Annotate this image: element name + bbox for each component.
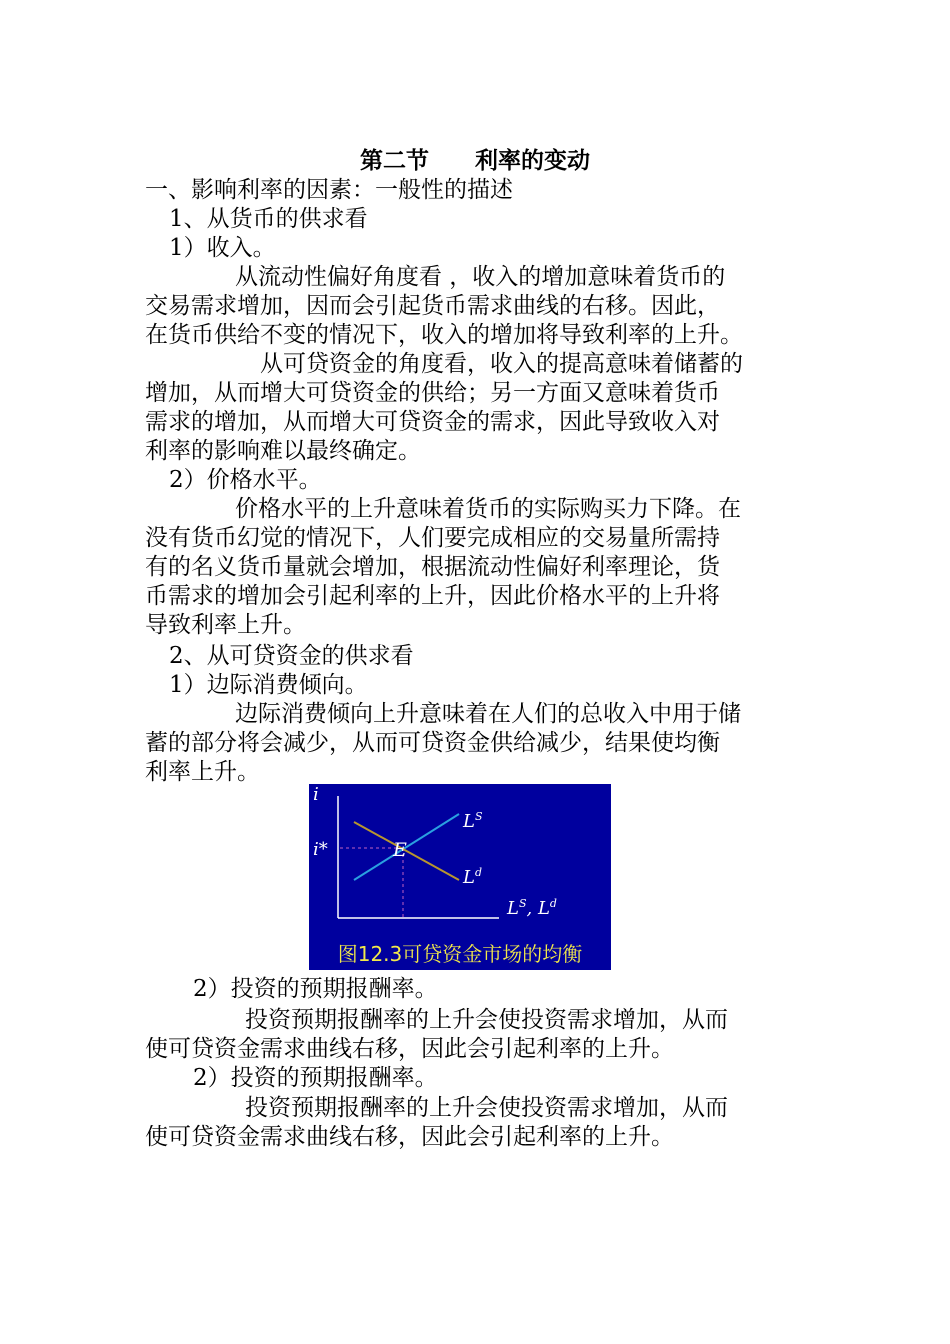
text-line: 没有货币幻觉的情况下，人们要完成相应的交易量所需持 <box>145 525 720 551</box>
text-line: 1、从货币的供求看 <box>169 206 368 232</box>
text-line: 2、从可贷资金的供求看 <box>169 643 414 669</box>
equilibrium-point-label: E <box>393 839 407 861</box>
text-line: 投资预期报酬率的上升会使投资需求增加，从而 <box>245 1095 728 1121</box>
text-line: 在货币供给不变的情况下，收入的增加将导致利率的上升。 <box>145 322 743 348</box>
text-line: 投资预期报酬率的上升会使投资需求增加，从而 <box>245 1007 728 1033</box>
text-line: 使可贷资金需求曲线右移，因此会引起利率的上升。 <box>145 1036 674 1062</box>
text-line: 蓄的部分将会减少，从而可贷资金供给减少，结果使均衡 <box>145 730 720 756</box>
text-line: 交易需求增加，因而会引起货币需求曲线的右移。因此， <box>145 293 720 319</box>
text-line: 需求的增加，从而增大可贷资金的需求，因此导致收入对 <box>145 409 720 435</box>
text-line: 1）边际消费倾向。 <box>169 672 368 698</box>
x-axis-label: $L^S$, $L^d$ <box>507 897 557 919</box>
loanable-funds-figure <box>309 784 611 970</box>
text-line: 边际消费倾向上升意味着在人们的总收入中用于储 <box>235 701 741 727</box>
figure-graph <box>309 784 611 939</box>
text-line: 导致利率上升。 <box>145 612 306 638</box>
text-line: 从流动性偏好角度看 ，收入的增加意味着货币的 <box>235 264 726 290</box>
text-line: 币需求的增加会引起利率的上升，因此价格水平的上升将 <box>145 583 720 609</box>
text-line: 使可贷资金需求曲线右移，因此会引起利率的上升。 <box>145 1124 674 1150</box>
text-line: 有的名义货币量就会增加，根据流动性偏好利率理论，货 <box>145 554 720 580</box>
text-line: 增加，从而增大可贷资金的供给；另一方面又意味着货币 <box>145 380 720 406</box>
text-line: 利率的影响难以最终确定。 <box>145 438 421 464</box>
text-line: 从可贷资金的角度看，收入的提高意味着储蓄的 <box>260 351 743 377</box>
text-line: 利率上升。 <box>145 759 260 785</box>
text-line: 1）收入。 <box>169 235 276 261</box>
text-line: 2）投资的预期报酬率。 <box>193 1065 438 1091</box>
figure-caption: 图12.3可贷资金市场的均衡 <box>337 942 583 966</box>
supply-curve-label: $L^S$ <box>463 810 483 832</box>
section-title: 第二节 利率的变动 <box>360 147 590 174</box>
equilibrium-rate-label: i* <box>313 839 328 860</box>
text-line: 价格水平的上升意味着货币的实际购买力下降。在 <box>235 496 741 522</box>
y-axis-label: i <box>313 784 319 805</box>
text-line: 一、影响利率的因素：一般性的描述 <box>145 177 513 203</box>
text-line: 2）价格水平。 <box>169 467 322 493</box>
demand-curve-label: $L^d$ <box>463 866 482 888</box>
text-line: 2）投资的预期报酬率。 <box>193 976 438 1002</box>
